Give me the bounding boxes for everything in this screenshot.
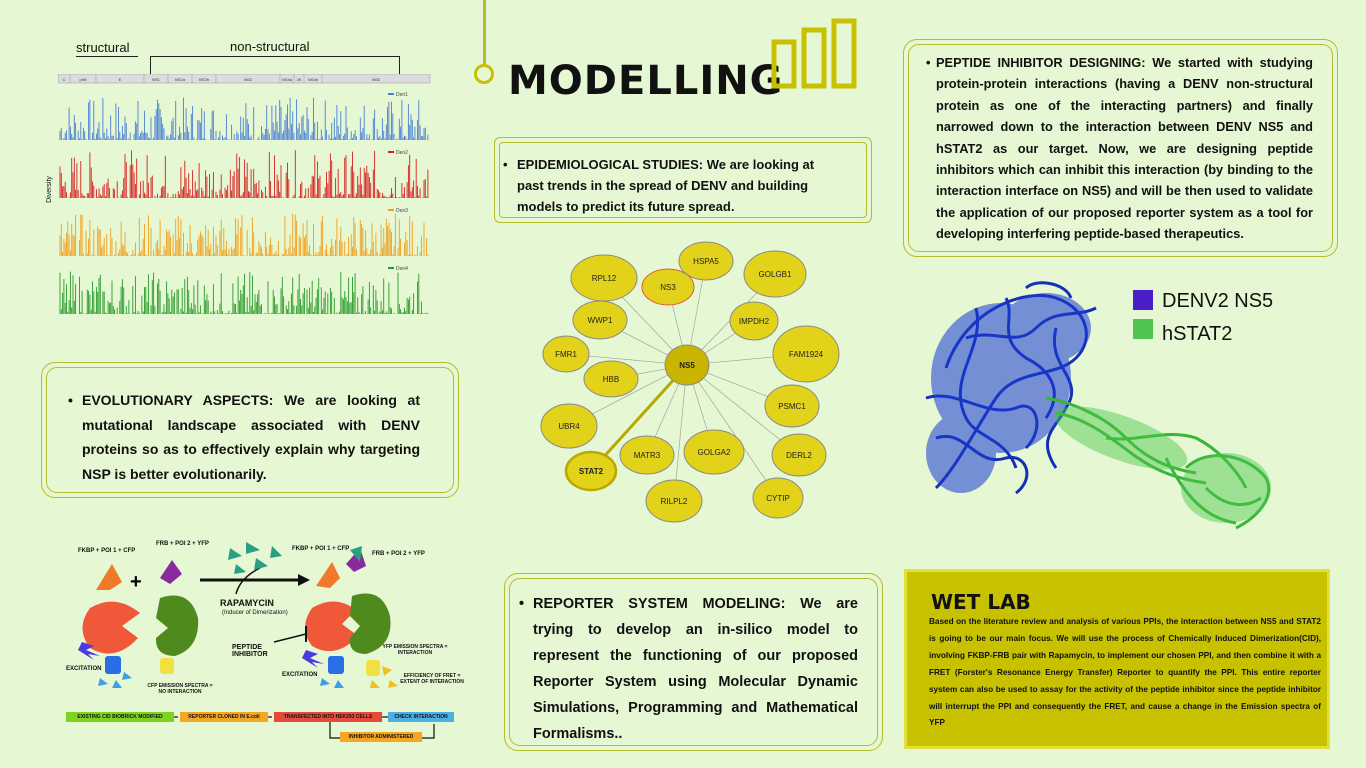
node-label: RILPL2 [660,497,688,506]
label-excitation1: EXCITATION [66,666,102,672]
label-excitation2: EXCITATION [282,672,318,678]
epidemiological-box [494,137,872,223]
node-psmc1 [765,385,819,427]
track-legend-label: Den1 [396,92,408,98]
label-peptide: PEPTIDE INHIBITOR [232,644,268,658]
flow-inhibitor: INHIBITOR ADMINISTERED [340,732,422,742]
cfp-emission [98,672,344,688]
gene-label: C [62,77,66,82]
label-efficiency: EFFICIENCY OF FRET = EXTENT OF INTERACTION [400,673,464,685]
node-hspa5 [679,242,733,280]
gene-label: NS3 [244,77,252,82]
cfp-left [105,656,121,674]
node-label: HSPA5 [693,257,719,266]
node-label: STAT2 [578,467,604,476]
gene-label: NS4a [281,77,293,82]
node-fmr1 [543,336,589,372]
label-yfp: YFP EMISSION SPECTRA = INTERACTION [382,644,448,656]
bullet: • [68,392,73,408]
stat2-fill [1048,393,1271,523]
gene-label: NS1 [152,77,160,82]
evolutionary-box [41,362,459,498]
node-stat2 [566,452,616,490]
wetlab-title: WET LAB [931,590,1031,614]
label-cfp: CFP EMISSION SPECTRA = NO INTERACTION [147,683,213,695]
node-label: IMPDH2 [738,317,770,326]
gene-label: prM [79,77,87,82]
node-cytip [753,478,803,518]
track-Den1 [60,98,428,140]
legend-label-stat2: hSTAT2 [1162,323,1233,345]
plot-ylabel: Diversity [45,176,53,203]
yfp-right [366,660,380,676]
node-label: MATR3 [633,451,661,460]
edge [687,365,778,498]
node-ubr4 [541,404,597,448]
bullet: • [519,596,525,612]
title-line [483,0,486,68]
reporter-box [504,573,883,751]
bar-chart-icon [770,18,862,90]
node-label: WWP1 [587,316,613,325]
legend-label-ns5: DENV2 NS5 [1162,290,1274,312]
node-label: CYTIP [766,494,790,503]
track-legend-label: Den2 [396,150,408,156]
node-label: HBB [602,375,620,384]
excitation-bolt-2 [302,650,324,668]
epidemiological-text: • EPIDEMIOLOGICAL STUDIES: We are looking at past trends in the spread of DENV and building models to predict its future spread. [517,154,817,217]
node-label: RPL12 [591,274,617,283]
label-rapamycin: RAPAMYCIN [220,598,274,608]
track-Den2 [60,150,428,198]
poi1-shape [96,564,122,590]
node-label: FAM1924 [788,350,824,359]
node-fam1924 [773,326,839,382]
cid-diagram [60,538,470,753]
nonstructural-bracket [150,56,400,75]
flow-step-4: CHECK INTERACTION [388,712,454,722]
gene-label: NS2b [198,77,210,82]
label-fkbp2: FKBP + POI 1 + CFP [292,546,350,552]
node-label: NS3 [660,283,676,292]
node-label: UBR4 [558,422,580,431]
node-wwp1 [573,301,627,339]
node-center [665,345,709,385]
label-frb2: FRB + POI 2 + YFP [372,551,425,557]
peptide-box [903,39,1338,257]
node-label: GOLGA2 [697,448,731,457]
bullet: • [503,157,508,172]
node-matr3 [620,436,674,474]
frb-shape-2 [350,594,391,655]
page-title: MODELLING [508,58,784,104]
poi2-shape [160,560,182,584]
node-golga2 [684,430,744,474]
node-label: GOLGB1 [758,270,792,279]
gene-label: E [118,77,122,82]
inhibitor-flow-path [330,722,340,738]
node-rpl12 [571,255,637,301]
label-rapamycin-sub: (Inducer of Dimerization) [222,610,288,616]
node-label: PSMC1 [778,402,806,411]
label-frb1: FRB + POI 2 + YFP [156,541,209,547]
node-derl2 [772,434,826,476]
label-fkbp1: FKBP + POI 1 + CFP [78,548,136,554]
flow-step-2: REPORTER CLONED IN E.coli [180,712,268,722]
node-center-label: NS5 [679,361,695,370]
plus-sign: + [130,571,142,593]
ns5-fill [926,293,1091,493]
node-label: DERL2 [786,451,812,460]
wetlab-box [904,569,1330,749]
node-hbb [584,361,638,397]
bullet: • [926,55,931,70]
node-label: FMR1 [555,350,577,359]
track-Den3 [60,214,428,256]
track-Den4 [60,272,428,314]
yfp-left [160,658,174,674]
gene-label: NS5 [372,77,380,82]
node-rilpl2 [646,480,702,522]
track-legend-label: Den4 [396,266,408,272]
diversity-tracks [58,74,433,324]
legend-swatch-stat2 [1133,319,1153,339]
diversity-plot [45,36,436,326]
rapamycin-molecules [228,542,282,574]
gene-label: NS4b [307,77,319,82]
node-golgb1 [744,251,806,297]
wetlab-text: Based on the literature review and analysis of various PPIs, the interaction between NS5 and STAT2 is going to be our main focus. We will use the process of Chemically Induced Dimerization(CID), involving FKBP-FRB pair with Rapamycin, to implement our chosen PPI, and then combine it with a FRET (Forster's Resonance Energy Transfer) Reporter to quantify the PPI. This entire reporter system can also be used to assay for the activity of the peptide inhibitor since the peptide inhibitor will interrupt the PPI and consequently the FRET, and cause a change in the Emission spectra of YFP [929,617,1321,728]
cfp-right [328,656,344,674]
peptide-text: • PEPTIDE INHIBITOR DESIGNING: We started with studying protein-protein interactions (having a DENV non-structural protein as one of the interacting partners) and finally narrowed down to the interaction between DENV NS5 and hSTAT2 as our target. Now, we are designing peptide inhibitors which can inhibit this interaction (by binding to the interaction interface on NS5) and will be then used to validate the application of our proposed reporter system as a tool for developing interfering peptide-based therapeutics. [936,52,1313,245]
flow-step-1: EXISTING CID BIOBRICK MODIFIED [66,712,174,722]
poi1-shape-2 [316,562,340,588]
structural-label: structural [76,40,130,55]
gene-label: NS2a [174,77,186,82]
flow-step-3: TRANSFECTED INTO HEK293 CELLS [274,712,382,722]
inhibitor-line [274,634,306,642]
evolutionary-text: • EVOLUTIONARY ASPECTS: We are looking at mutational landscape associated with DENV proteins so as to effectively explain why targeting NSP is better evolutionarily. [82,388,420,486]
nonstructural-label: non-structural [230,39,310,54]
track-legend-label: Den3 [396,208,408,214]
node-impdh2 [730,302,778,340]
title-dot [474,64,494,84]
rapamycin-arrowhead [298,574,310,586]
reporter-text: • REPORTER SYSTEM MODELING: We are trying to develop an in-silico model to represent the functioning of our proposed Reporter System using Molecular Dynamic Simulations, Programming and Mathematical Formalisms.. [533,591,858,747]
gene-label: 2K [296,77,302,82]
interaction-network [532,240,848,530]
structural-bracket [76,56,138,57]
frb-shape [156,596,198,657]
legend-swatch-ns5 [1133,290,1153,310]
inhibitor-flow-return [422,724,434,738]
